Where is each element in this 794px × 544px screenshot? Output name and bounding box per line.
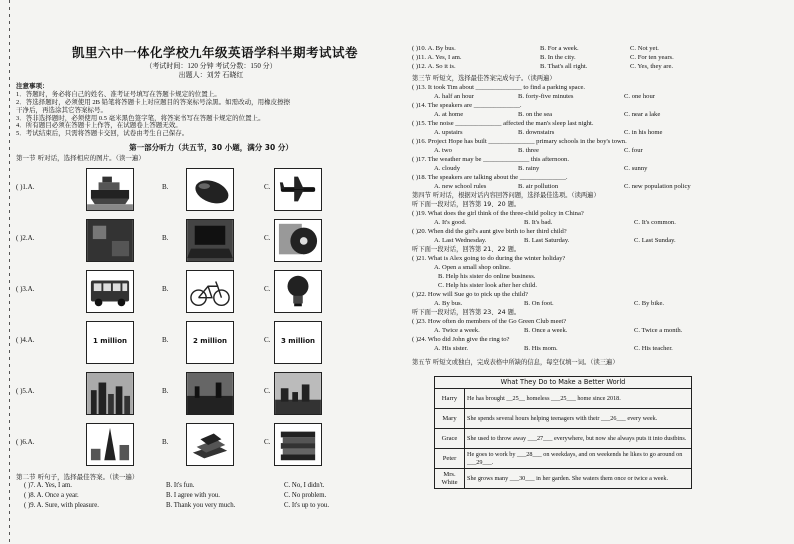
question-23-stem: ( )23. How often do members of the Go Green Club meet? <box>412 318 567 325</box>
question-8: ( )8. A. Once a year. <box>24 491 79 499</box>
picture-question-row <box>16 372 406 417</box>
table-row <box>435 469 692 489</box>
option-b: B. Help his sister do online business. <box>438 273 536 280</box>
ship-picture <box>86 168 134 211</box>
paris-picture <box>86 423 134 466</box>
option-b: B. Last Saturday. <box>524 237 570 244</box>
option-c: C. in his home <box>624 129 663 136</box>
option-c: C. His teacher. <box>634 345 673 352</box>
table-cell-name: Harry <box>435 389 465 409</box>
question-number: ( )6.A. <box>16 438 35 447</box>
option-letter: C. <box>264 438 271 447</box>
option-letter: C. <box>264 183 271 192</box>
option-b: B. His mom. <box>524 345 558 352</box>
option-row <box>412 183 784 192</box>
option-letter: B. <box>162 387 169 396</box>
option-c: C. No problem. <box>284 491 327 499</box>
option-b: B. It's bad. <box>524 219 553 226</box>
question-number: ( )4.A. <box>16 336 35 345</box>
option-a: A. upstairs <box>434 129 463 136</box>
question-17-stem: ( )17. The weather may be ______________ this afternoon. <box>412 156 569 163</box>
option-row <box>412 219 784 228</box>
question-22-stem: ( )22. How will Sue go to pick up the child? <box>412 291 528 298</box>
option-letter: B. <box>162 234 169 243</box>
question-9: ( )9. A. Sure, with pleasure. <box>24 501 99 509</box>
option-row <box>412 237 784 246</box>
option-a: A. It's good. <box>434 219 467 226</box>
option-letter: B. <box>162 183 169 192</box>
option-b: B. It's fun. <box>166 481 195 489</box>
note-item: 4．所有题目必须在答题卡上作答，在试题卷上答题无效。 <box>16 122 182 130</box>
question-16-stem: ( )16. Project Hope has built ______________ primary schools in the boy's town. <box>412 138 627 145</box>
option-a: A. His sister. <box>434 345 469 352</box>
option-b: B. For a week. <box>540 45 579 52</box>
table-cell-desc: He has brought __25__ homeless ___25___ home since 2018. <box>465 389 692 409</box>
option-b: B. In the city. <box>540 54 576 61</box>
table-row <box>435 449 692 469</box>
bicycle-picture <box>186 270 234 313</box>
option-row <box>412 165 784 174</box>
question-number: ( )1.A. <box>16 183 35 192</box>
question-14-stem: ( )14. The speakers are ______________. <box>412 102 522 109</box>
question-10: ( )10. A. By bus. <box>412 45 456 52</box>
question-21-stem: ( )21. What is Alex going to do during the winter holiday? <box>412 255 566 262</box>
option-row <box>412 345 784 354</box>
option-b: B. Thank you very much. <box>166 501 236 509</box>
question-18-stem: ( )18. The speakers are talking about the ______________. <box>412 174 568 181</box>
table-cell-name: Grace <box>435 429 465 449</box>
section4-subinstruction: 听下面一段对话，回答第 19、20 题。 <box>412 201 521 208</box>
mouse-picture <box>186 168 234 211</box>
question-19-stem: ( )19. What does the girl think of the three-child policy in China? <box>412 210 584 217</box>
city-picture-c <box>274 372 322 415</box>
option-c: C. one hour <box>624 93 655 100</box>
question-13-stem: ( )13. It took Tim about ______________ to find a parking space. <box>412 84 586 91</box>
question-row <box>16 482 406 492</box>
question-24-stem: ( )24. Who did John give the ring to? <box>412 336 510 343</box>
option-row <box>412 327 784 336</box>
table-cell-name: Mary <box>435 409 465 429</box>
picture-question-row <box>16 423 406 468</box>
option-a: A. cloudy <box>434 165 461 172</box>
picture-question-row <box>16 168 406 213</box>
option-c: C. new population policy <box>624 183 691 190</box>
question-number: ( )2.A. <box>16 234 35 243</box>
option-b: B. rainy <box>518 165 540 172</box>
option-b: B. forty-five minutes <box>518 93 574 100</box>
question-15-stem: ( )15. The noise ______________ affected the man's sleep last night. <box>412 120 594 127</box>
question-number: ( )3.A. <box>16 285 35 294</box>
table-row <box>435 429 692 449</box>
cd-picture <box>274 219 322 262</box>
option-a: A. half an hour <box>434 93 474 100</box>
question-20-stem: ( )20. When did the girl's aunt give birth to her third child? <box>412 228 567 235</box>
exam-title: 凯里六中一体化学校九年级英语学科半期考试试卷 <box>71 45 358 60</box>
option-b: B. That's all right. <box>540 63 588 70</box>
option-b: B. I agree with you. <box>166 491 220 499</box>
books-picture-c <box>274 423 322 466</box>
room-picture <box>86 219 134 262</box>
exam-info: （考试时间：120 分钟 考试分数：150 分） <box>145 62 277 71</box>
option-letter: B. <box>162 438 169 447</box>
number-picture-b <box>186 321 234 364</box>
question-row <box>16 502 406 512</box>
table-header: What They Do to Make a Better World <box>435 377 692 389</box>
number-text: 2 million <box>193 337 227 346</box>
option-c: C. Not yet. <box>630 45 659 52</box>
option-c: C. It's up to you. <box>284 501 330 509</box>
option-c: C. Twice a month. <box>634 327 683 334</box>
option-b: B. air pollution <box>518 183 559 190</box>
fill-in-table <box>434 376 692 489</box>
option-a: A. two <box>434 147 452 154</box>
city-picture-a <box>86 372 134 415</box>
note-item: 5．考试结束后，只需将答题卡交回，试卷由考生自己保存。 <box>16 130 189 138</box>
option-a: A. Last Wednesday. <box>434 237 487 244</box>
option-b: B. on the sea <box>518 111 553 118</box>
books-picture-b <box>186 423 234 466</box>
option-letter: B. <box>162 285 169 294</box>
option-letter: C. <box>264 285 271 294</box>
right-column <box>412 45 784 489</box>
option-c: C. near a lake <box>624 111 661 118</box>
section1-instructions: 第一节 听对话，选择相应的图片。（读一遍） <box>16 153 145 162</box>
note-item: 干净后，再选涂其它答案标号。 <box>16 106 107 114</box>
question-row <box>16 492 406 502</box>
question-12: ( )12. A. So it is. <box>412 63 456 70</box>
left-column <box>16 46 406 512</box>
number-picture-a <box>86 321 134 364</box>
option-c: C. No, I didn't. <box>284 481 325 489</box>
note-item: 3．答非选择题时，必须使用 0.5 毫米黑色签字笔，将答案书写在答题卡规定的位置上。 <box>16 114 265 122</box>
question-row <box>412 63 784 72</box>
picture-question-row <box>16 219 406 264</box>
laptop-picture <box>186 219 234 262</box>
table-cell-desc: She spends several hours helping teenagers with their ___26___ every week. <box>465 409 692 429</box>
table-cell-desc: He goes to work by ___28___ on weekdays, and on weekends he likes to go around on ___29___. <box>465 449 692 469</box>
table-row <box>435 389 692 409</box>
question-11: ( )11. A. Yes, I am. <box>412 54 462 61</box>
exam-authors: 出题人：刘芳 石晓红 <box>178 71 244 80</box>
option-c: C. Yes, they are. <box>630 63 674 70</box>
option-row <box>412 111 784 120</box>
option-row <box>412 300 784 309</box>
table-header-row <box>435 377 692 389</box>
section5-instructions: 第五节 听短文或独白，完成表格中所缺的信息，每空仅填一词。（读三遍） <box>412 359 619 366</box>
section4-subinstruction: 听下面一段对话，回答第 21、22 题。 <box>412 246 521 253</box>
number-text: 1 million <box>93 337 127 346</box>
option-c: C. sunny <box>624 165 648 172</box>
question-7: ( )7. A. Yes, I am. <box>24 481 72 489</box>
question-row <box>412 45 784 54</box>
option-c: C. Last Sunday. <box>634 237 676 244</box>
option-row <box>412 147 784 156</box>
number-text: 3 million <box>281 337 315 346</box>
note-item: 2．答选择题时，必须使用 2B 铅笔将答题卡上对应题目的答案标号涂黑。如需改动，用橡皮擦擦 <box>16 99 291 107</box>
option-a: A. Twice a week. <box>434 327 480 334</box>
lightbulb-picture <box>274 270 322 313</box>
notes-heading: 注意事项： <box>16 83 49 91</box>
question-number: ( )5.A. <box>16 387 35 396</box>
option-b: B. downstairs <box>518 129 555 136</box>
picture-question-row <box>16 270 406 315</box>
option-letter: C. <box>264 234 271 243</box>
option-letter: C. <box>264 387 271 396</box>
option-letter: B. <box>162 336 169 345</box>
option-letter: C. <box>264 336 271 345</box>
part1-heading: 第一部分听力（共五节，30 小题，满分 30 分） <box>129 143 293 153</box>
option-row <box>412 129 784 138</box>
section3-instructions: 第三节 听短文，选择最佳答案完成句子。（读两遍） <box>412 75 556 82</box>
option-a: A. at home <box>434 111 464 118</box>
table-cell-name: Mrs. White <box>435 469 465 489</box>
option-c: C. It's common. <box>634 219 676 226</box>
option-b: B. Once a week. <box>524 327 568 334</box>
table-cell-desc: She used to throw away ___27___ everywhere, but now she always puts it into dustbins. <box>465 429 692 449</box>
section4-subinstruction: 听下面一段对话，回答第 23、24 题。 <box>412 309 521 316</box>
number-picture-c <box>274 321 322 364</box>
option-a: A. By bus. <box>434 300 463 307</box>
table-row <box>435 409 692 429</box>
option-c: C. four <box>624 147 643 154</box>
note-item: 1．答题时，务必将自己的姓名、准考证号填写在答题卡规定的位置上。 <box>16 91 221 99</box>
bus-picture <box>86 270 134 313</box>
picture-question-row <box>16 321 406 366</box>
airplane-picture <box>274 168 322 211</box>
option-a: A. new school rules <box>434 183 487 190</box>
table-cell-name: Peter <box>435 449 465 469</box>
option-a: A. Open a small shop online. <box>434 264 511 271</box>
section2-instructions: 第二节 听句子，选择最佳答案。（读一遍） <box>16 473 139 482</box>
notes <box>16 83 406 138</box>
binding-margin-dashes <box>4 0 14 544</box>
table-cell-desc: She grows many ___30___ in her garden. She waters them once or twice a week. <box>465 469 692 489</box>
section4-instructions: 第四节 听对话，根据对话内容回答问题，选择最佳选项。（读两遍） <box>412 192 600 199</box>
option-b: B. On foot. <box>524 300 554 307</box>
option-c: C. For ten years. <box>630 54 674 61</box>
question-row <box>412 54 784 63</box>
option-row <box>412 93 784 102</box>
city-picture-b <box>186 372 234 415</box>
option-c: C. By bike. <box>634 300 665 307</box>
option-c: C. Help his sister look after her child. <box>438 282 538 289</box>
option-b: B. three <box>518 147 539 154</box>
